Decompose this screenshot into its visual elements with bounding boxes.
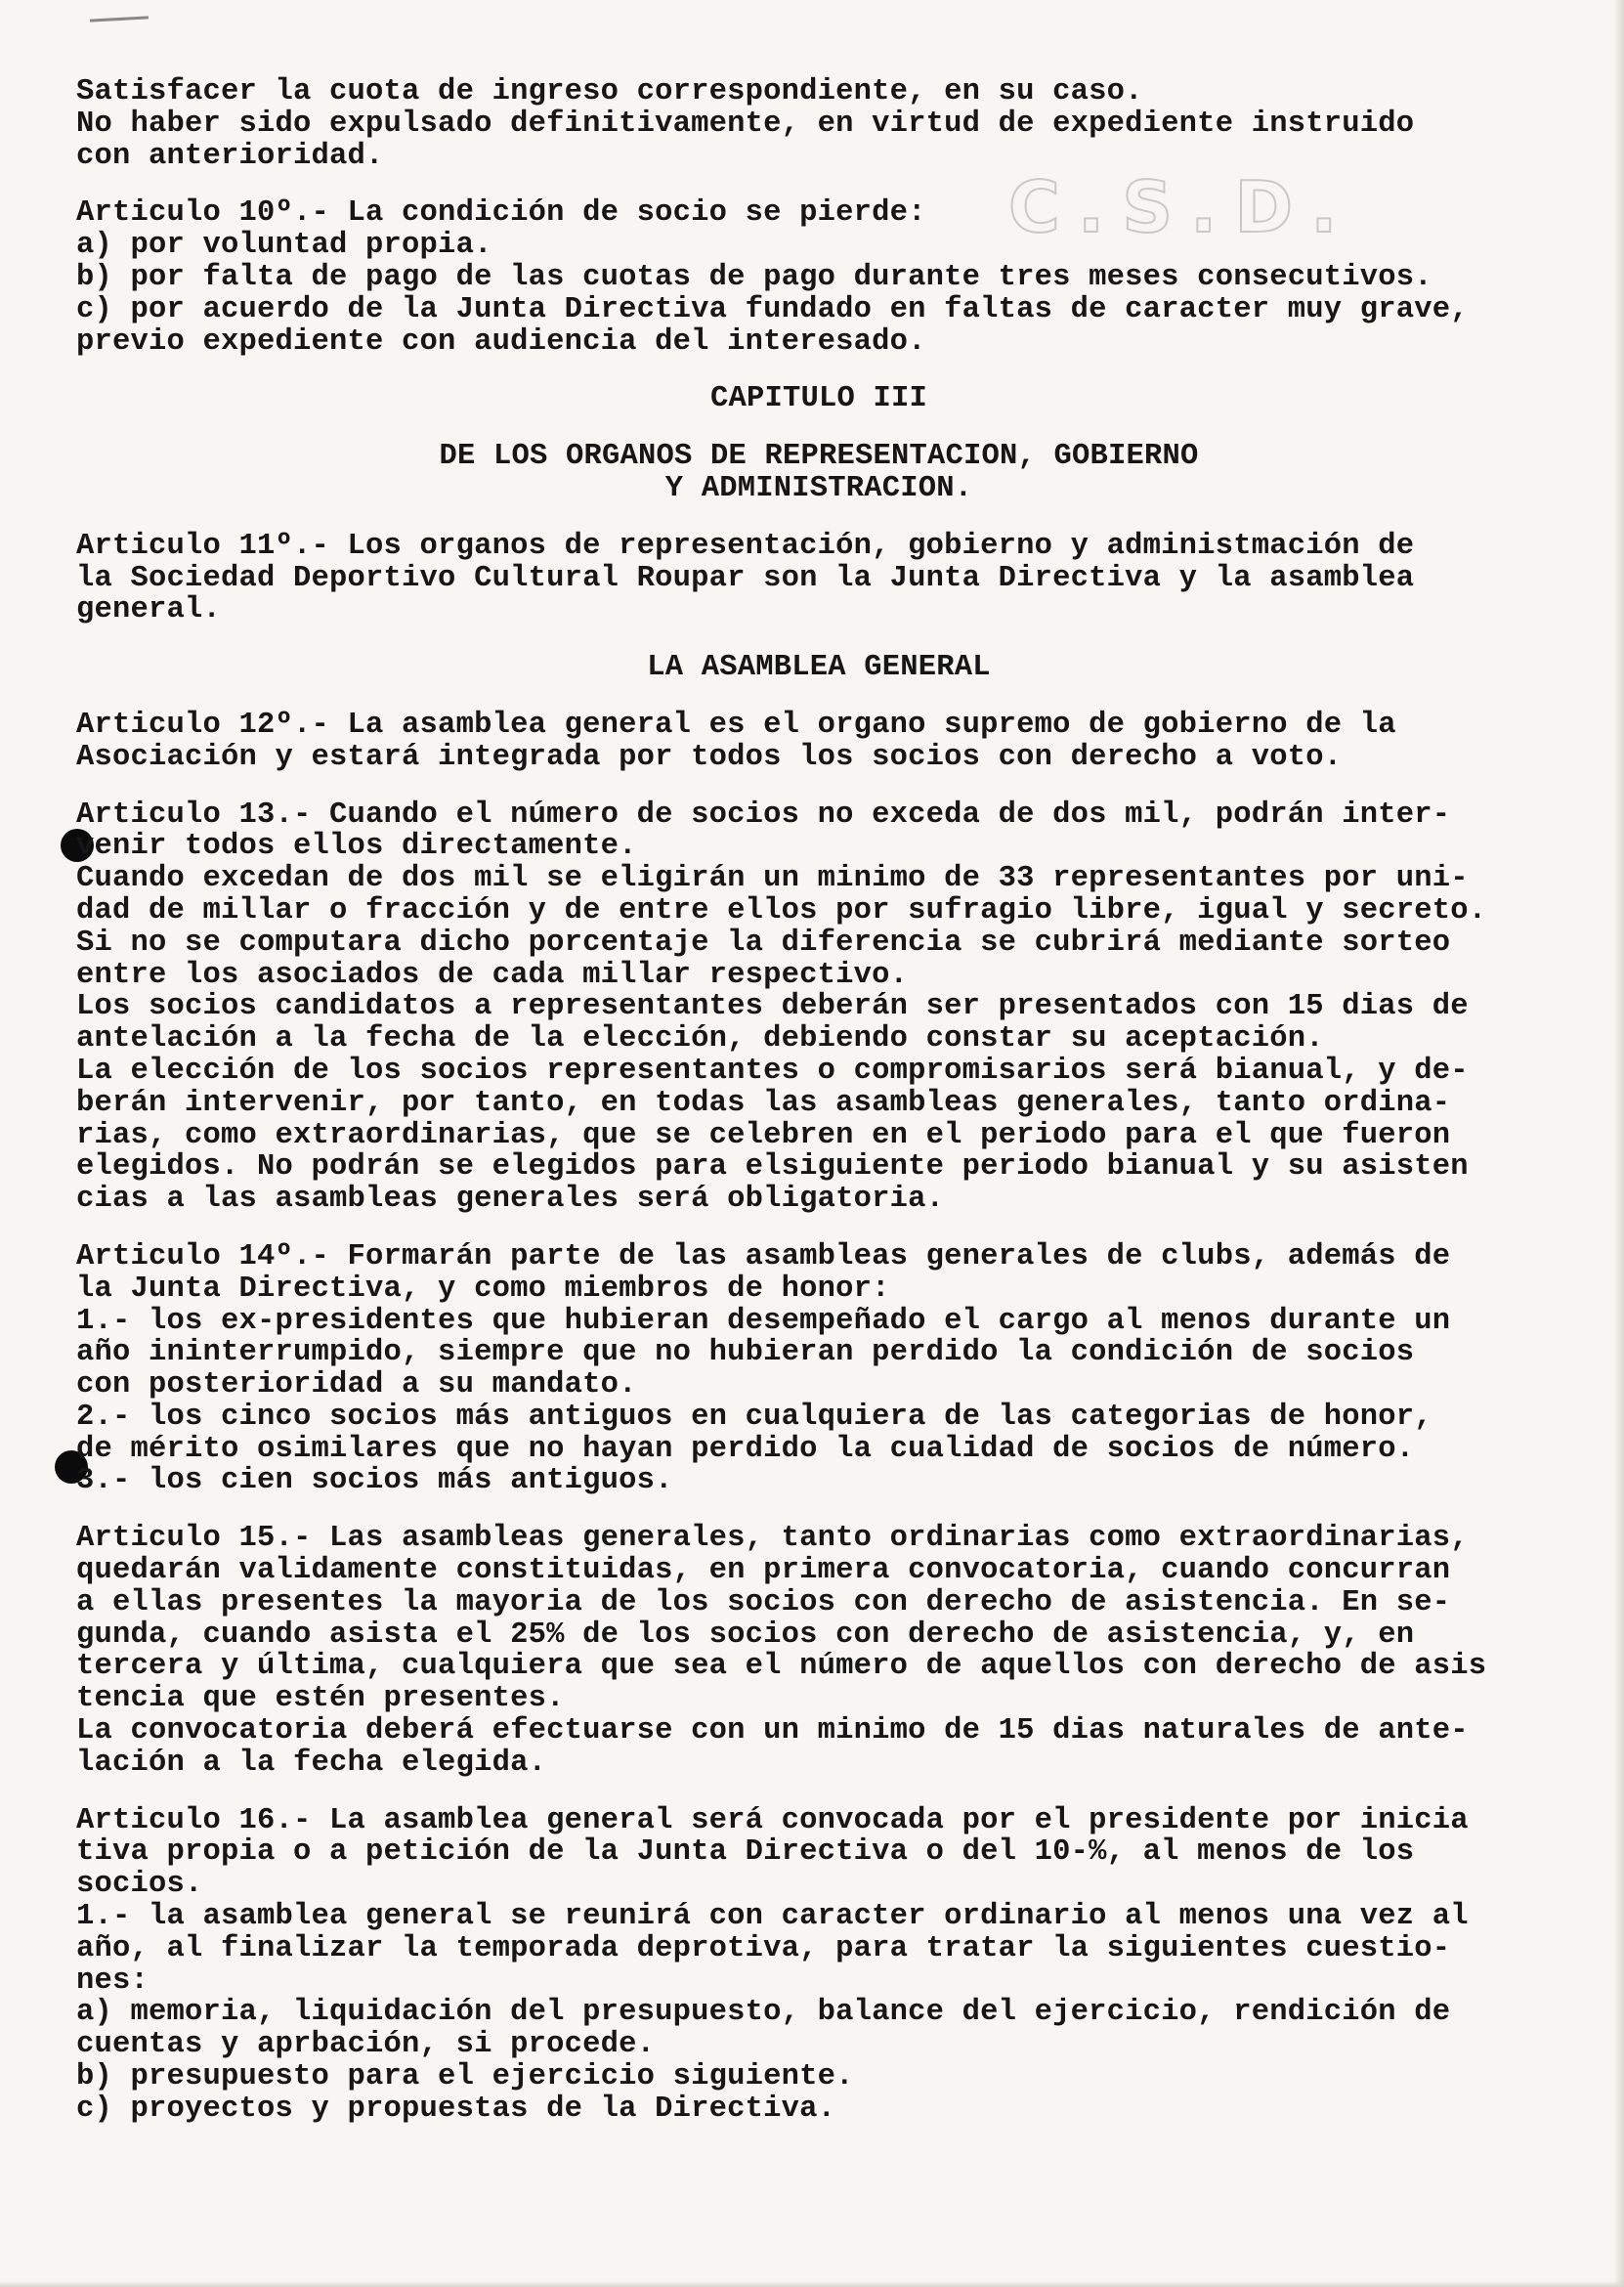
block-gap (76, 684, 1601, 710)
document-body (76, 76, 1601, 2126)
article-paragraph (76, 799, 1601, 1216)
text-line: b) presupuesto para el ejercicio siguiente. (76, 2060, 854, 2094)
text-line: Articulo 14º.- Formarán parte de las asambleas generales de clubs, además de (76, 1239, 1451, 1273)
article-paragraph (76, 531, 1601, 626)
text-line: tiva propia o a petición de la Junta Directiva o del 10-%, al menos de los (76, 1835, 1415, 1870)
text-line: Los socios candidatos a representantes deberán ser presentados con 15 dias de (76, 990, 1469, 1024)
article-paragraph (76, 197, 1601, 358)
article-paragraph (76, 1523, 1601, 1779)
text-line: CAPITULO III (709, 382, 928, 416)
text-line: c) por acuerdo de la Junta Directiva fundado en faltas de caracter muy grave, (76, 292, 1469, 326)
block-gap (76, 1497, 1601, 1523)
text-line: cias a las asambleas generales será obligatoria. (76, 1183, 945, 1217)
text-line: la Sociedad Deportivo Cultural Roupar son la Junta Directiva y la asamblea (76, 561, 1415, 595)
text-line: Cuando excedan de dos mil se eligirán un minimo de 33 representantes por uni- (76, 862, 1469, 896)
text-line: Asociación y estará integrada por todos los socios con derecho a voto. (76, 740, 1343, 774)
text-line: a ellas presentes la mayoria de los socios con derecho de asistencia. En se- (76, 1585, 1451, 1619)
text-line: de mérito osimilares que no hayan perdido la cualidad de socios de número. (76, 1432, 1415, 1466)
article-paragraph (76, 710, 1601, 774)
text-line: dad de millar o fracción y de entre ellos por sufragio libre, igual y secreto. (76, 893, 1487, 928)
block-gap (76, 1216, 1601, 1241)
text-line: 1.- la asamblea general se reunirá con caracter ordinario al menos una vez al (76, 1900, 1469, 1934)
text-line: a) por voluntad propia. (76, 229, 492, 263)
page-edge-bottom (0, 2281, 1624, 2287)
block-gap (76, 172, 1601, 197)
section-heading (76, 441, 1601, 505)
text-line: tercera y última, cualquiera que sea el número de aquellos con derecho de asis (76, 1650, 1487, 1684)
text-line: berán intervenir, por tanto, en todas las asambleas generales, tanto ordina- (76, 1086, 1451, 1120)
page-edge (1614, 0, 1624, 2287)
text-line: gunda, cuando asista el 25% de los socios con derecho de asistencia, y, en (76, 1618, 1415, 1652)
text-line: quedarán validamente constituidas, en primera convocatoria, cuando concurran (76, 1554, 1451, 1588)
text-line: la Junta Directiva, y como miembros de honor: (76, 1272, 890, 1306)
text-line: Articulo 13.- Cuando el número de socios no exceda de dos mil, podrán inter- (76, 798, 1451, 832)
section-heading (76, 652, 1601, 684)
text-line: elegidos. No podrán se elegidos para elsiguiente periodo bianual y su asisten (76, 1150, 1469, 1185)
text-line: a) memoria, liquidación del presupuesto, balance del ejercicio, rendición de (76, 1996, 1451, 2030)
text-line: DE LOS ORGANOS DE REPRESENTACION, GOBIERNO (439, 440, 1199, 474)
text-line: Articulo 10º.- La condición de socio se pierde: (76, 196, 926, 231)
text-line: año ininterrumpido, siempre que no hubieran perdido la condición de socios (76, 1336, 1415, 1370)
text-line: Si no se computara dicho porcentaje la diferencia se cubrirá mediante sorteo (76, 926, 1451, 960)
text-line: La elección de los socios representantes o compromisarios será bianual, y de- (76, 1054, 1469, 1088)
block-gap (76, 774, 1601, 799)
csd-stamp: C.S.D. (1008, 166, 1355, 248)
text-line: general. (76, 593, 222, 627)
text-line: Y ADMINISTRACION. (664, 471, 973, 505)
text-line: Articulo 15.- Las asambleas generales, tanto ordinarias como extraordinarias, (76, 1522, 1469, 1556)
text-line: No haber sido expulsado definitivamente, en virtud de expediente instruido (76, 107, 1415, 141)
text-line: c) proyectos y propuestas de la Directiva. (76, 2092, 836, 2126)
text-line: socios. (76, 1868, 203, 1902)
text-line: 3.- los cien socios más antiguos. (76, 1464, 673, 1498)
text-line: LA ASAMBLEA GENERAL (647, 651, 991, 685)
text-line: b) por falta de pago de las cuotas de pago durante tres meses consecutivos. (76, 260, 1432, 294)
article-paragraph (76, 1805, 1601, 2126)
text-line: cuentas y aprbación, si procede. (76, 2028, 656, 2062)
text-line: Articulo 16.- La asamblea general será convocada por el presidente por inicia (76, 1803, 1469, 1837)
block-gap (76, 1780, 1601, 1805)
article-paragraph (76, 1241, 1601, 1497)
text-line: nes: (76, 1963, 150, 1998)
text-line: antelación a la fecha de la elección, debiendo constar su aceptación. (76, 1022, 1324, 1057)
scan-mark (90, 16, 149, 22)
text-line: La convocatoria deberá efectuarse con un minimo de 15 dias naturales de ante- (76, 1714, 1469, 1748)
section-heading (76, 383, 1601, 415)
text-line: tencia que estén presentes. (76, 1682, 565, 1716)
text-line: con anterioridad. (76, 139, 384, 173)
text-line: Articulo 12º.- La asamblea general es el organo supremo de gobierno de la (76, 708, 1396, 742)
text-line: año, al finalizar la temporada deprotiva, para tratar la siguientes cuestio- (76, 1931, 1451, 1965)
block-gap (76, 358, 1601, 383)
block-gap (76, 505, 1601, 531)
article-paragraph (76, 76, 1601, 172)
text-line: 2.- los cinco socios más antiguos en cualquiera de las categorias de honor, (76, 1400, 1432, 1434)
text-line: con posterioridad a su mandato. (76, 1368, 637, 1402)
text-line: Articulo 11º.- Los organos de representación, gobierno y administmación de (76, 529, 1415, 563)
text-line: venir todos ellos directamente. (76, 830, 637, 864)
block-gap (76, 415, 1601, 441)
text-line: rias, como extraordinarias, que se celebren en el periodo para el que fueron (76, 1118, 1451, 1152)
text-line: previo expediente con audiencia del interesado. (76, 324, 926, 359)
text-line: Satisfacer la cuota de ingreso correspondiente, en su caso. (76, 75, 1143, 108)
text-line: 1.- los ex-presidentes que hubieran desempeñado el cargo al menos durante un (76, 1304, 1451, 1338)
text-line: entre los asociados de cada millar respectivo. (76, 958, 909, 992)
block-gap (76, 626, 1601, 652)
text-line: lación a la fecha elegida. (76, 1746, 547, 1780)
